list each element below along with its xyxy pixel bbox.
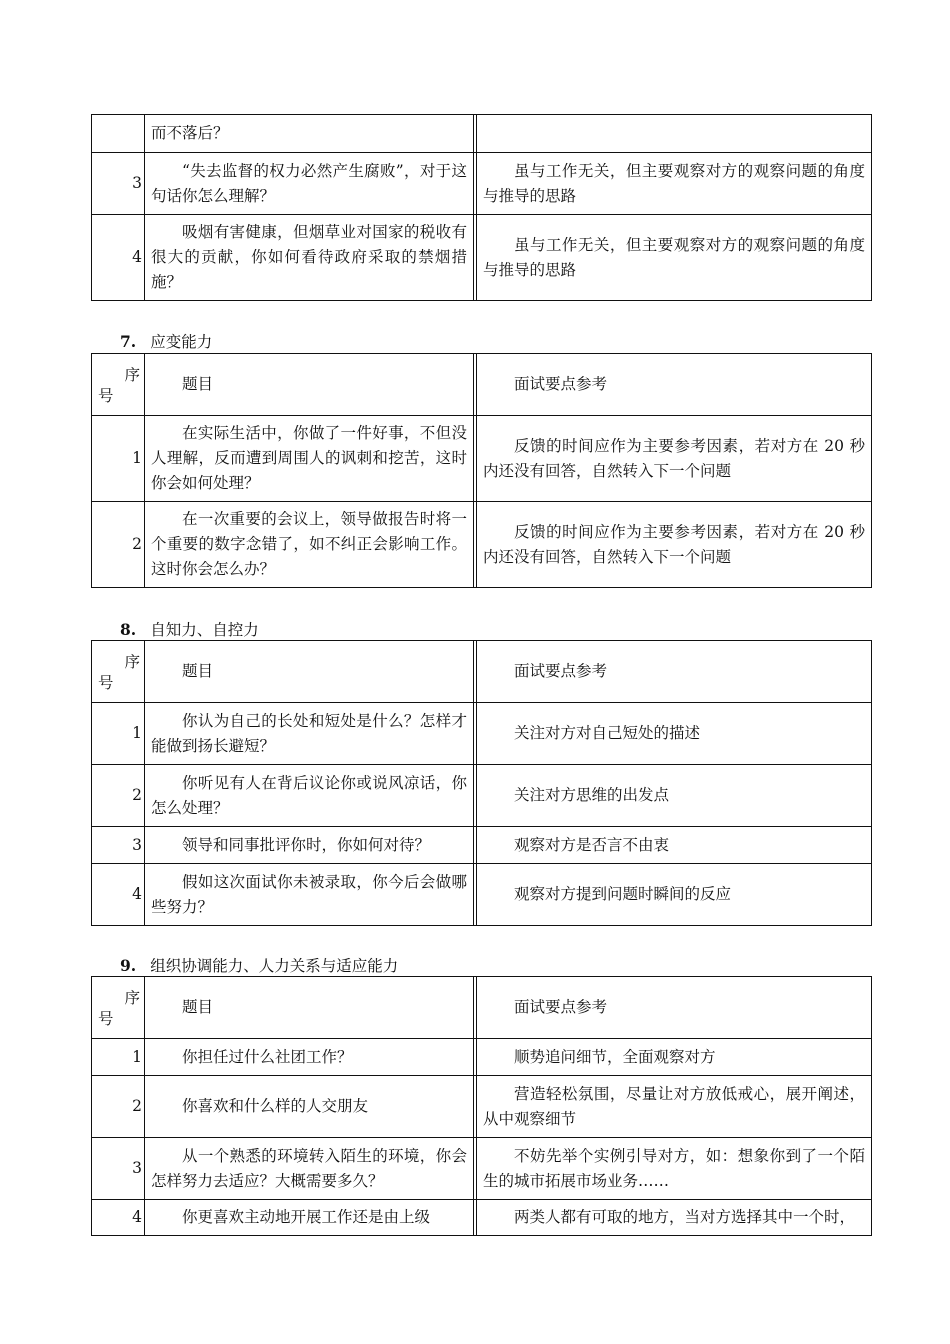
reference-text: 反馈的时间应作为主要参考因素，若对方在 20 秒内还没有回答，自然转入下一个问题 <box>483 436 865 480</box>
question-text: 领导和同事批评你时，你如何对待？ <box>182 835 431 854</box>
header-num-bottom: 号 <box>98 386 114 405</box>
table-section-8 <box>91 640 872 926</box>
row-number: 2 <box>92 1076 145 1138</box>
row-number: 1 <box>92 703 145 765</box>
header-num-top: 序 <box>124 365 140 384</box>
section-heading-7 <box>120 330 212 352</box>
question-text: 假如这次面试你未被录取，你今后会做哪些努力？ <box>151 872 467 916</box>
question-text: 你听见有人在背后议论你或说风凉话，你怎么处理？ <box>151 773 467 817</box>
header-reference: 面试要点参考 <box>477 641 872 703</box>
question-text: 在一次重要的会议上，领导做报告时将一个重要的数字念错了，如不纠正会影响工作。这时你会怎么办？ <box>151 510 467 578</box>
table-row <box>92 1200 872 1236</box>
header-num-bottom: 号 <box>98 673 114 692</box>
reference-text: 不妨先举个实例引导对方，如：想象你到了一个陌生的城市拓展市场业务…… <box>483 1146 865 1190</box>
table-row <box>92 1138 872 1200</box>
table-row <box>92 864 872 926</box>
table-row <box>92 1039 872 1076</box>
reference-text: 反馈的时间应作为主要参考因素，若对方在 20 秒内还没有回答，自然转入下一个问题 <box>483 522 865 566</box>
section-title: 自知力、自控力 <box>150 621 259 639</box>
table-row <box>92 153 872 215</box>
table-row <box>92 703 872 765</box>
reference-text: 观察对方是否言不由衷 <box>514 835 670 854</box>
question-text: 你喜欢和什么样的人交朋友 <box>182 1097 369 1115</box>
question-cell <box>145 1076 474 1138</box>
section-number: 8. <box>120 620 137 639</box>
reference-text: 营造轻松氛围，尽量让对方放低戒心，展开阐述，从中观察细节 <box>483 1084 865 1128</box>
reference-cell <box>477 864 872 926</box>
question-cell <box>145 827 474 864</box>
table-row <box>92 416 872 502</box>
reference-text: 两类人都有可取的地方，当对方选择其中一个时， <box>514 1208 856 1226</box>
question-cell <box>145 416 474 502</box>
reference-cell <box>477 153 872 215</box>
reference-text: 虽与工作无关，但主要观察对方的观察问题的角度与推导的思路 <box>483 235 865 279</box>
row-number: 2 <box>92 502 145 588</box>
question-text: 在实际生活中，你做了一件好事，不但没人理解，反而遭到周围人的讽刺和挖苦，这时你会如何处理？ <box>151 424 467 492</box>
row-number: 3 <box>92 827 145 864</box>
table-row <box>92 765 872 827</box>
row-number: 4 <box>92 215 145 301</box>
row-number: 4 <box>92 1200 145 1236</box>
table-row <box>92 1076 872 1138</box>
table-row <box>92 115 872 153</box>
reference-cell <box>477 1200 872 1236</box>
question-cell <box>145 1039 474 1076</box>
section-number: 7. <box>120 332 137 351</box>
question-cell <box>145 502 474 588</box>
question-cell <box>145 215 474 301</box>
row-number: 1 <box>92 1039 145 1076</box>
table-section-7 <box>91 353 872 588</box>
header-reference: 面试要点参考 <box>477 977 872 1039</box>
row-number: 2 <box>92 765 145 827</box>
row-number: 3 <box>92 1138 145 1200</box>
question-text: 你担任过什么社团工作？ <box>182 1047 353 1066</box>
reference-cell <box>477 502 872 588</box>
header-reference: 面试要点参考 <box>477 354 872 416</box>
question-cell <box>145 115 474 153</box>
header-question: 题目 <box>145 977 474 1039</box>
row-number <box>92 115 145 153</box>
table-continued <box>91 114 872 301</box>
header-num-top: 序 <box>124 652 140 671</box>
section-title: 应变能力 <box>150 333 213 351</box>
header-num-top: 序 <box>124 988 140 1007</box>
reference-cell <box>477 827 872 864</box>
header-row <box>92 977 872 1039</box>
section-heading-8 <box>120 618 259 640</box>
table-row <box>92 215 872 301</box>
header-row <box>92 354 872 416</box>
row-number: 3 <box>92 153 145 215</box>
section-title: 组织协调能力、人力关系与适应能力 <box>150 957 399 975</box>
header-question: 题目 <box>145 641 474 703</box>
reference-cell <box>477 115 872 153</box>
reference-text: 虽与工作无关，但主要观察对方的观察问题的角度与推导的思路 <box>483 161 865 205</box>
header-row <box>92 641 872 703</box>
question-cell <box>145 1138 474 1200</box>
question-text: 从一个熟悉的环境转入陌生的环境，你会怎样努力去适应？大概需要多久？ <box>151 1146 467 1190</box>
reference-text: 关注对方对自己短处的描述 <box>514 724 701 742</box>
question-cell <box>145 153 474 215</box>
table-row <box>92 827 872 864</box>
table-section-9 <box>91 976 872 1236</box>
question-cell <box>145 1200 474 1236</box>
section-heading-9 <box>120 954 398 976</box>
question-text: 你更喜欢主动地开展工作还是由上级 <box>182 1208 431 1226</box>
reference-text: 观察对方提到问题时瞬间的反应 <box>514 885 732 903</box>
header-question: 题目 <box>145 354 474 416</box>
reference-text: 关注对方思维的出发点 <box>514 786 670 804</box>
reference-cell <box>477 1039 872 1076</box>
question-text: “失去监督的权力必然产生腐败”，对于这句话你怎么理解？ <box>151 161 467 205</box>
reference-cell <box>477 703 872 765</box>
question-cell <box>145 765 474 827</box>
reference-cell <box>477 416 872 502</box>
reference-cell <box>477 1138 872 1200</box>
reference-text: 顺势追问细节，全面观察对方 <box>514 1047 716 1066</box>
question-text: 你认为自己的长处和短处是什么？怎样才能做到扬长避短？ <box>151 711 467 755</box>
question-text: 而不落后？ <box>151 124 229 142</box>
reference-cell <box>477 1076 872 1138</box>
question-cell <box>145 864 474 926</box>
table-row <box>92 502 872 588</box>
row-number: 4 <box>92 864 145 926</box>
section-number: 9. <box>120 956 137 975</box>
question-text: 吸烟有害健康，但烟草业对国家的税收有很大的贡献，你如何看待政府采取的禁烟措施？ <box>151 223 467 291</box>
header-num-bottom: 号 <box>98 1009 114 1028</box>
reference-cell <box>477 215 872 301</box>
reference-cell <box>477 765 872 827</box>
row-number: 1 <box>92 416 145 502</box>
question-cell <box>145 703 474 765</box>
